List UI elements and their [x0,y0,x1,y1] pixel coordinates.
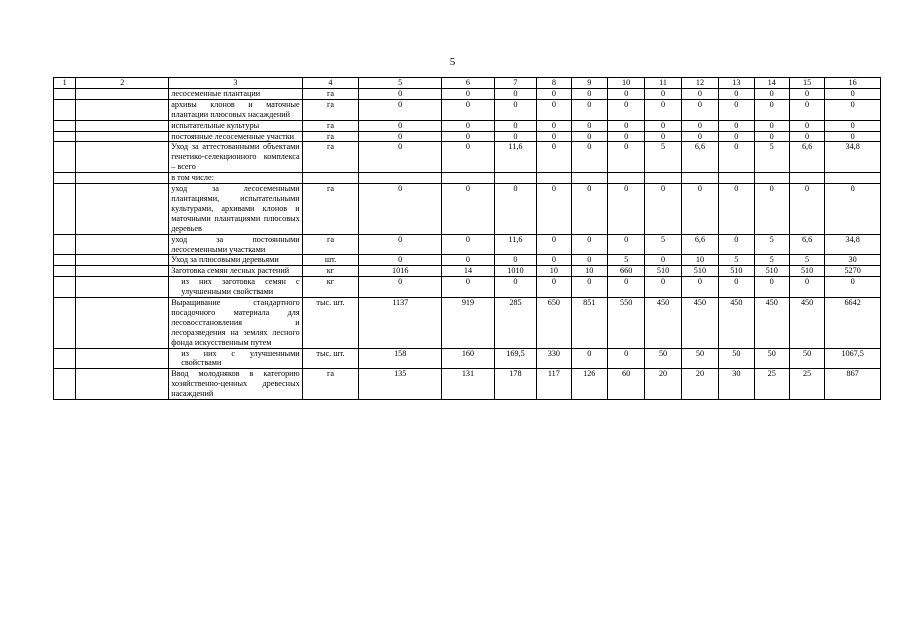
row-label: Заготовка семян лесных растений [169,266,302,277]
value-cell: 0 [719,234,754,255]
value-cell: 0 [571,255,607,266]
header-row [54,78,881,89]
col-2-cell [76,142,169,173]
value-cell [645,173,681,184]
unit-cell: тыс. шт. [302,348,359,369]
column-header: 4 [302,78,359,89]
value-cell: 0 [825,120,881,131]
value-cell: 5 [754,234,789,255]
value-cell: 5 [789,255,824,266]
value-cell: 0 [607,99,644,120]
column-header: 16 [825,78,881,89]
value-cell: 0 [754,120,789,131]
value-cell: 0 [607,234,644,255]
value-cell: 0 [442,99,495,120]
col-2-cell [76,266,169,277]
value-cell: 0 [442,184,495,235]
value-cell [789,173,824,184]
col-2-cell [76,131,169,142]
value-cell: 34,8 [825,142,881,173]
value-cell [442,173,495,184]
value-cell: 169,5 [494,348,536,369]
table-row [54,255,881,266]
value-cell: 1137 [359,298,442,349]
column-header: 1 [54,78,76,89]
value-cell: 0 [571,99,607,120]
value-cell: 0 [681,99,718,120]
value-cell: 0 [359,255,442,266]
value-cell: 0 [571,184,607,235]
value-cell: 0 [537,277,571,298]
value-cell: 5 [645,142,681,173]
value-cell: 0 [359,234,442,255]
value-cell: 34,8 [825,234,881,255]
value-cell [719,173,754,184]
value-cell: 0 [754,99,789,120]
col-2-cell [76,369,169,400]
value-cell: 0 [359,184,442,235]
value-cell: 0 [571,348,607,369]
value-cell: 0 [645,255,681,266]
value-cell: 50 [645,348,681,369]
value-cell: 0 [537,120,571,131]
row-label: Уход за аттестованными объектами генетико-селекционного комплекса – всего [169,142,302,173]
value-cell: 60 [607,369,644,400]
row-label: испытательные культуры [169,120,302,131]
row-label: уход за лесосеменными плантациями, испытательными культурами, архивами клонов и маточными плантациями плюсовых деревьев [169,184,302,235]
unit-cell: га [302,234,359,255]
value-cell: 6,6 [789,234,824,255]
value-cell: 30 [825,255,881,266]
value-cell: 0 [494,277,536,298]
value-cell: 0 [442,255,495,266]
value-cell: 0 [789,120,824,131]
col-2-cell [76,173,169,184]
row-label: лесосеменные плантации [169,88,302,99]
value-cell [571,173,607,184]
value-cell: 919 [442,298,495,349]
value-cell: 0 [607,142,644,173]
value-cell: 550 [607,298,644,349]
value-cell: 0 [571,234,607,255]
column-header: 12 [681,78,718,89]
value-cell: 0 [645,184,681,235]
value-cell: 5 [607,255,644,266]
value-cell: 0 [607,277,644,298]
value-cell [494,173,536,184]
column-header: 13 [719,78,754,89]
col-2-cell [76,348,169,369]
value-cell: 1010 [494,266,536,277]
value-cell: 450 [789,298,824,349]
value-cell: 0 [571,120,607,131]
value-cell: 851 [571,298,607,349]
unit-cell: га [302,131,359,142]
value-cell: 131 [442,369,495,400]
unit-cell: га [302,88,359,99]
value-cell: 650 [537,298,571,349]
value-cell: 0 [359,142,442,173]
row-label: постоянные лесосеменные участки [169,131,302,142]
col-1-cell [54,369,76,400]
value-cell: 0 [571,131,607,142]
value-cell: 0 [681,277,718,298]
table-row [54,234,881,255]
column-header: 2 [76,78,169,89]
value-cell [681,173,718,184]
table-row [54,348,881,369]
col-1-cell [54,348,76,369]
col-1-cell [54,277,76,298]
value-cell: 1067,5 [825,348,881,369]
value-cell: 5 [719,255,754,266]
row-label: Ввод молодняков в категорию хозяйственно-ценных древесных насаждений [169,369,302,400]
col-2-cell [76,277,169,298]
value-cell: 6,6 [681,234,718,255]
value-cell: 0 [681,184,718,235]
value-cell: 20 [681,369,718,400]
value-cell: 0 [494,184,536,235]
value-cell: 0 [359,277,442,298]
value-cell: 0 [754,88,789,99]
value-cell: 0 [442,277,495,298]
table-row [54,184,881,235]
table-row [54,369,881,400]
value-cell: 450 [681,298,718,349]
value-cell: 0 [645,88,681,99]
table-row [54,88,881,99]
value-cell: 510 [789,266,824,277]
value-cell: 0 [359,120,442,131]
value-cell: 0 [719,184,754,235]
table-row [54,120,881,131]
row-label: из них с улучшенными свойствами [169,348,302,369]
table-row [54,99,881,120]
value-cell: 0 [681,88,718,99]
value-cell: 50 [789,348,824,369]
column-header: 15 [789,78,824,89]
value-cell: 11,6 [494,234,536,255]
col-2-cell [76,99,169,120]
value-cell: 158 [359,348,442,369]
value-cell: 0 [681,120,718,131]
value-cell: 25 [754,369,789,400]
value-cell: 0 [645,120,681,131]
value-cell: 0 [789,88,824,99]
value-cell: 6642 [825,298,881,349]
value-cell: 660 [607,266,644,277]
value-cell: 0 [537,88,571,99]
col-1-cell [54,142,76,173]
col-1-cell [54,120,76,131]
value-cell: 0 [825,99,881,120]
value-cell: 0 [719,88,754,99]
value-cell: 0 [789,277,824,298]
value-cell: 0 [537,184,571,235]
table-row [54,277,881,298]
value-cell: 330 [537,348,571,369]
unit-cell: шт. [302,255,359,266]
col-2-cell [76,184,169,235]
value-cell: 5270 [825,266,881,277]
col-1-cell [54,88,76,99]
value-cell: 0 [442,131,495,142]
col-2-cell [76,120,169,131]
value-cell: 0 [537,99,571,120]
value-cell: 0 [719,131,754,142]
value-cell: 0 [825,277,881,298]
value-cell: 510 [681,266,718,277]
value-cell: 126 [571,369,607,400]
value-cell: 0 [571,142,607,173]
row-label: Уход за плюсовыми деревьями [169,255,302,266]
row-label: в том числе: [169,173,302,184]
column-header: 6 [442,78,495,89]
value-cell: 0 [537,234,571,255]
value-cell: 0 [571,277,607,298]
row-label: из них заготовка семян с улучшенными свойствами [169,277,302,298]
value-cell: 0 [789,99,824,120]
column-header: 11 [645,78,681,89]
value-cell: 0 [607,120,644,131]
value-cell: 0 [825,184,881,235]
col-2-cell [76,88,169,99]
unit-cell [302,173,359,184]
unit-cell: кг [302,266,359,277]
value-cell: 450 [645,298,681,349]
value-cell: 0 [607,131,644,142]
value-cell [537,173,571,184]
col-1-cell [54,184,76,235]
column-header: 14 [754,78,789,89]
col-1-cell [54,99,76,120]
column-header: 10 [607,78,644,89]
value-cell: 0 [494,99,536,120]
value-cell: 50 [754,348,789,369]
value-cell: 30 [719,369,754,400]
table-row [54,298,881,349]
value-cell: 0 [645,277,681,298]
unit-cell: га [302,184,359,235]
value-cell: 510 [645,266,681,277]
col-1-cell [54,255,76,266]
value-cell: 0 [719,120,754,131]
value-cell: 14 [442,266,495,277]
value-cell: 0 [494,120,536,131]
value-cell: 0 [494,88,536,99]
value-cell: 0 [607,184,644,235]
value-cell: 0 [494,255,536,266]
value-cell: 0 [789,184,824,235]
value-cell [825,173,881,184]
value-cell: 6,6 [681,142,718,173]
value-cell: 6,6 [789,142,824,173]
value-cell: 0 [442,142,495,173]
col-1-cell [54,131,76,142]
value-cell: 0 [645,99,681,120]
value-cell: 867 [825,369,881,400]
value-cell: 0 [754,184,789,235]
col-1-cell [54,173,76,184]
value-cell [754,173,789,184]
col-2-cell [76,234,169,255]
value-cell: 117 [537,369,571,400]
unit-cell: га [302,369,359,400]
page-number: 5 [449,56,456,68]
col-2-cell [76,298,169,349]
value-cell: 160 [442,348,495,369]
value-cell: 50 [719,348,754,369]
table-row [54,266,881,277]
unit-cell: га [302,142,359,173]
value-cell: 135 [359,369,442,400]
value-cell: 178 [494,369,536,400]
unit-cell: га [302,120,359,131]
column-header: 3 [169,78,302,89]
value-cell: 0 [681,131,718,142]
value-cell: 0 [442,88,495,99]
value-cell: 1016 [359,266,442,277]
value-cell: 285 [494,298,536,349]
value-cell: 510 [719,266,754,277]
value-cell: 5 [645,234,681,255]
value-cell: 0 [719,99,754,120]
value-cell: 20 [645,369,681,400]
value-cell: 0 [607,88,644,99]
column-header: 8 [537,78,571,89]
value-cell: 0 [754,131,789,142]
value-cell: 0 [537,142,571,173]
unit-cell: тыс. шт. [302,298,359,349]
value-cell: 25 [789,369,824,400]
value-cell: 0 [825,131,881,142]
col-1-cell [54,298,76,349]
value-cell: 0 [359,131,442,142]
value-cell: 50 [681,348,718,369]
value-cell: 0 [645,131,681,142]
col-2-cell [76,255,169,266]
row-label: Выращивание стандартного посадочного материала для лесовосстановления и лесоразведения на землях лесного фонда искусственным путем [169,298,302,349]
value-cell: 10 [537,266,571,277]
value-cell: 0 [359,88,442,99]
value-cell: 0 [494,131,536,142]
data-table [53,77,881,400]
table-row [54,131,881,142]
value-cell: 0 [537,131,571,142]
value-cell: 10 [571,266,607,277]
value-cell: 5 [754,255,789,266]
value-cell: 450 [754,298,789,349]
column-header: 5 [359,78,442,89]
value-cell: 510 [754,266,789,277]
value-cell: 0 [719,277,754,298]
column-header: 7 [494,78,536,89]
value-cell: 0 [789,131,824,142]
unit-cell: кг [302,277,359,298]
table-row [54,142,881,173]
value-cell: 0 [537,255,571,266]
col-1-cell [54,266,76,277]
value-cell: 450 [719,298,754,349]
value-cell: 0 [442,234,495,255]
column-header: 9 [571,78,607,89]
value-cell: 5 [754,142,789,173]
value-cell: 0 [359,99,442,120]
value-cell: 0 [754,277,789,298]
value-cell [359,173,442,184]
value-cell: 0 [607,348,644,369]
value-cell: 0 [719,142,754,173]
value-cell: 11,6 [494,142,536,173]
value-cell [607,173,644,184]
row-label: уход за постоянными лесосеменными участками [169,234,302,255]
table-row [54,173,881,184]
value-cell: 0 [571,88,607,99]
value-cell: 0 [825,88,881,99]
value-cell: 10 [681,255,718,266]
row-label: архивы клонов и маточные плантации плюсовых насаждений [169,99,302,120]
value-cell: 0 [442,120,495,131]
col-1-cell [54,234,76,255]
unit-cell: га [302,99,359,120]
